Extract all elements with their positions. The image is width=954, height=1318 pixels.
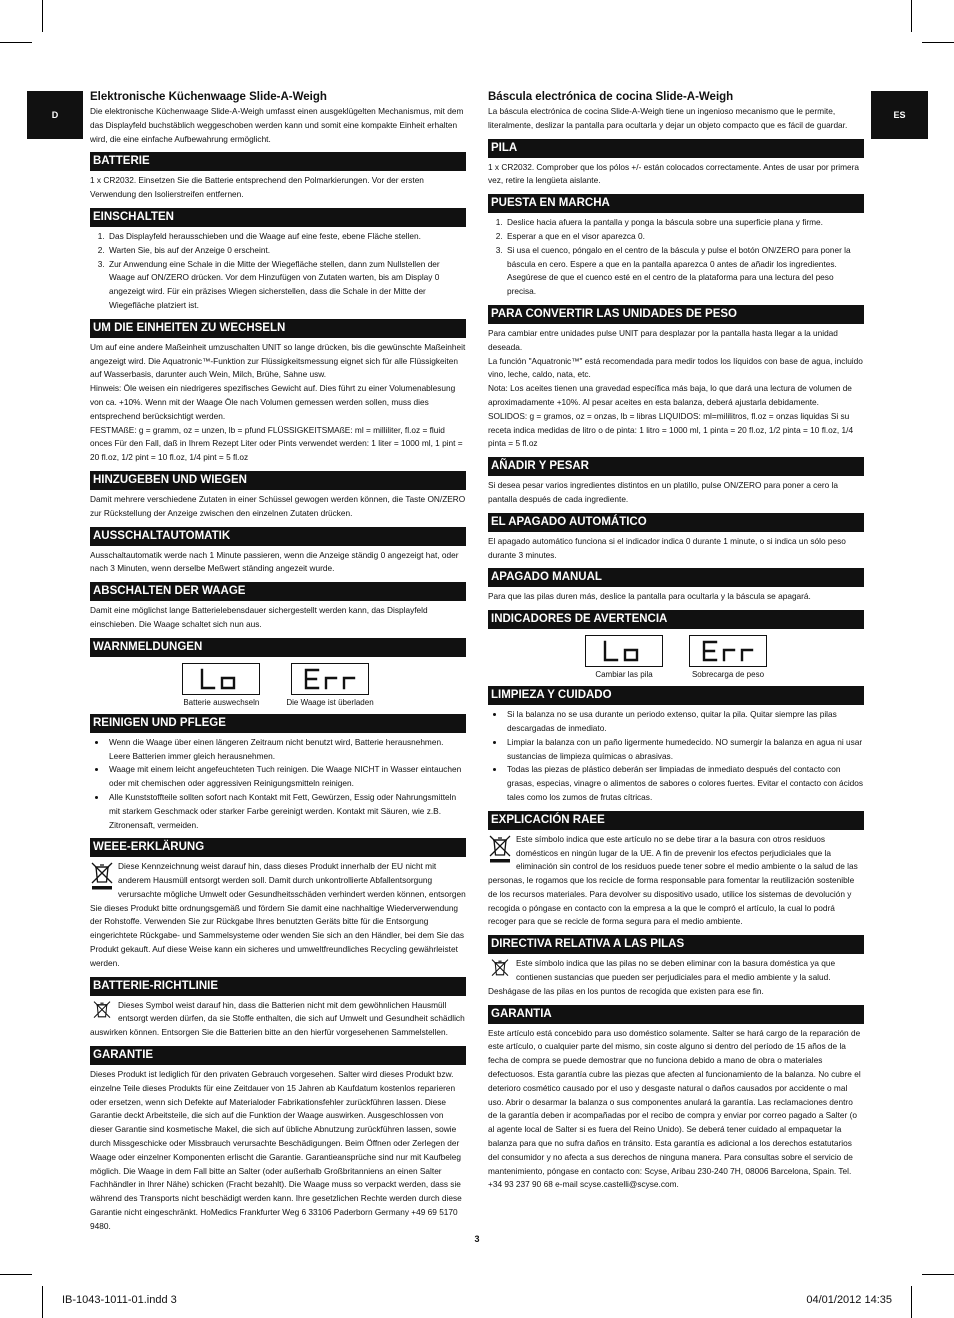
- crop-mark: [922, 1274, 954, 1275]
- de-add-weigh-heading: HINZUGEBEN UND WIEGEN: [90, 471, 466, 490]
- es-battery-heading: PILA: [488, 139, 864, 158]
- es-units-aquatronic: La función "Aquatronic™" está recomendada para medir todos los líquidos con base de agua, incluido vino, leche, caldo, nata, etc.: [488, 355, 863, 380]
- de-warning-lo-caption: Batterie auswechseln: [183, 697, 260, 707]
- lcd-lo-icon: [198, 668, 244, 690]
- de-switch-off-text: Damit eine möglichst lange Batterielebensdauer sichergestellt werden kann, das Displayfeld einschieben. Die Waage schaltet sich nun aus.: [90, 605, 428, 629]
- list-item: • Si la balanza no se usa durante un periodo extenso, quitar la pila. Quitar siempre las pilas descargadas de inmediato.: [505, 708, 864, 736]
- es-warning-lo-caption: Cambiar las pila: [595, 670, 653, 680]
- de-warranty-heading: GARANTIE: [90, 1046, 466, 1065]
- language-tab-es: ES: [871, 91, 928, 139]
- de-switch-on-steps: [90, 230, 466, 313]
- de-battery-directive-text: Dieses Symbol weist darauf hin, dass die Batterien nicht mit dem gewöhnlichen Hausmüll entsorgt werden dürfen, da sie Stoffe enthalten, die sich auf Umwelt und Gesundheit schädlich auswirken können. Entsorgen Sie die Batterien bitte an den hierfür vorgesehenen Sammelstellen.: [90, 999, 465, 1038]
- list-item: • Wenn die Waage über einen längeren Zeitraum nicht benutzt wird, Batterie herausnehmen. Leere Batterien immer gleich herausnehmen.: [107, 736, 466, 764]
- de-battery-heading: BATTERIE: [90, 152, 466, 171]
- crop-mark: [0, 42, 32, 43]
- spanish-column: [488, 90, 864, 1192]
- es-weee-text: Este símbolo indica que este artículo no se debe tirar a la basura con otros residuos domésticos en ningún lugar de la UE. A fin de prevenir los efectos perjudiciales que la eliminación sin control de los residuos puede tener sobre el medio ambiente o la salud de las personas, le rogamos que los recicle de forma responsable para fomentar la reutilización sostenible de los recursos materiales. Para devolver su dispositivo usado, utilice los sistemas de devolución y recogida o póngase en contacto con la empresa a la que le compró el artículo, la cual lo podrá recoger para que se recicle de forma segura para el medio ambiente.: [488, 833, 858, 927]
- es-switch-off-heading: APAGADO MANUAL: [488, 568, 864, 587]
- es-weee-heading: EXPLICACIÓN RAEE: [488, 811, 864, 830]
- es-battery-text: 1 x CR2032. Comprober que los pólos +/- están colocados correctamente. Antes de usar por primera vez, retire la lengüeta aislante.: [488, 161, 860, 186]
- es-battery-directive-block: [488, 957, 864, 998]
- es-warning-displays: [488, 635, 864, 680]
- es-units-conversion: SOLIDOS: g = gramos, oz = onzas, lb = libras LIQUIDOS: ml=mililitros, fl.oz = onzas liquidas Si su receta indica medidas de litro o de pinta: 1 litro = 1000 ml, 1 pinta = 20 fl.oz, 1/2 pinta = 10 fl.oz, 1/4 pinta = 5 fl.oz: [488, 410, 854, 449]
- de-intro: Die elektronische Küchenwaage Slide-A-Weigh umfasst einen ausgeklügelten Mechanismus, mit dem das Displayfeld buchstäblich weggeschoben werden kann und somit eine kompakte Einheit erhalten wird, die eine einfache Aufbewahrung ermöglicht.: [90, 106, 464, 144]
- de-weee-text: Diese Kennzeichnung weist darauf hin, dass dieses Produkt innerhalb der EU nicht mit anderem Hausmüll entsorgt werden soll. Damit durch unkontrollierte Abfallentsorgung verursachte mögliche Umwelt oder Gesundheitsschäden verhindert werden können, entsorgen Sie dieses Produkt bitte ordnungsgemäß und fördern Sie damit eine nachhaltige Wiederverwendung der Rohstoffe. Verwenden Sie zur Rückgabe Ihres benutzten Geräts bitte für die Entsorgung eingerichtete Rückgabe- und Sammelsysteme oder wenden Sie sich an den Händler, bei dem Sie das Produkt gekauft. Auf diese Weise kann ein sicheres und umweltfreundliches Recycling gewährleistet werden.: [90, 861, 466, 968]
- es-warnings-heading: INDICADORES DE AVERTENCIA: [488, 610, 864, 629]
- list-item: 3. Zur Anwendung eine Schale in die Mitte der Wiegefläche stellen, dann zum Nullstellen der Waage auf ON/ZERO drücken. Vor dem Hinzufügen von Zutaten warten, bis am Display 0 angezeigt wird. Für ein präzises Wiegen sicherstellen, dass die Schale in der Mitte der Wiegefläche platziert ist.: [107, 258, 466, 313]
- de-auto-off-heading: AUSSCHALTAUTOMATIK: [90, 527, 466, 546]
- crop-mark: [42, 0, 43, 32]
- es-switch-on-steps: [488, 216, 864, 299]
- de-units-hint: Hinweis: Öle weisen ein niedrigeres spezifisches Gewicht auf. Dies führt zu einer Volumenablesung von ca. +10%. Wenn mit der Waage Öle nach Volumen gemessen werden sollen, muss dies entsprechend berücksichtigt werden.: [90, 383, 456, 421]
- list-item: 1. Deslice hacia afuera la pantalla y ponga la báscula sobre una superficie plana y firme.: [505, 216, 864, 230]
- de-units-text: Um auf eine andere Maßeinheit umzuschalten UNIT so lange drücken, bis die gewünschte Maßeinheit angezeigt wird. Die Aquatronic™-Funktion zur Flüssigkeitsmessung eignet sich für alle Flüssigkeiten auf Wasserbasis, darunter auch Wein, Milch, Brühe, Sahne usw.: [90, 341, 466, 380]
- es-warning-err: [689, 635, 767, 680]
- de-weee-heading: WEEE-ERKLÄRUNG: [90, 838, 466, 857]
- es-units-heading: PARA CONVERTIR LAS UNIDADES DE PESO: [488, 305, 864, 324]
- es-add-weigh-text: Si desea pesar varios ingredientes distintos en un platillo, pulse ON/ZERO para poner a cero la pantalla después de cada ingrediente.: [488, 480, 839, 504]
- es-warning-lo: [585, 635, 663, 680]
- es-warranty-text: Este artículo está concebido para uso doméstico solamente. Salter se hará cargo de la reparación de este artículo, o cualquier parte del mismo, sin coste alguno si dentro del período de 15 años de la fecha de compra se puede demostrar que no funciona debido a mano de obra o materiales defectuosos. Esta garantía cubre las piezas que afecten al funcionamiento de la balanza. No cubre el deterioro cosmético causado por el uso y desgaste natural o daños causados por accidente o mal uso. Abrir o desarmar la balanza o sus componentes anulará la garantía. Las reclamaciones dentro de la garantía deben ir acompañadas por el recibo de compra y enviar por correo pagado a Salter (o al agente local de Salter si es fuera del Reino Unido). Se deberá tener cuidado al empaquetar la balanza para que no sufra daños en tránsito. Esta garantía es adicional a los derechos estatutarios del consumidor y no afecta a sus derechos de ninguna manera. Para consultas sobre el servicio de mantenimiento, póngase en contacto con: Scyse, Aribau 230-240 7H, 08006 Barcelona, Spain. Tel. +34 93 237 90 68 e-mail scyse.castelli@scyse.com.: [488, 1027, 861, 1190]
- language-tab-de: D: [27, 91, 83, 139]
- de-warning-err-caption: Die Waage ist überladen: [286, 697, 374, 707]
- es-cleaning-heading: LIMPIEZA Y CUIDADO: [488, 686, 864, 705]
- de-warning-err: [286, 663, 373, 708]
- es-weee-block: [488, 833, 864, 930]
- es-switch-on-heading: PUESTA EN MARCHA: [488, 194, 864, 213]
- footer-filename: IB-1043-1011-01.indd 3: [62, 1294, 177, 1306]
- es-cleaning-list: [488, 708, 864, 805]
- de-switch-off-heading: ABSCHALTEN DER WAAGE: [90, 582, 466, 601]
- list-item: • Limpiar la balanza con un paño ligermente humedecido. NO sumergir la balanza en agua ni usar sustancias de limpieza químicas o abrasivas.: [505, 736, 864, 764]
- lcd-display: [689, 635, 767, 667]
- de-battery-directive-block: [90, 999, 466, 1040]
- crossed-bin-icon: [90, 1000, 114, 1024]
- crop-mark: [911, 1286, 912, 1318]
- de-units-heading: UM DIE EINHEITEN ZU WECHSELN: [90, 319, 466, 338]
- list-item: • Alle Kunststoffteile sollten sofort nach Kontakt mit Fett, Gewürzen, Essig oder Nahrungsmitteln mit starkem Geschmack oder starker Farbe gereinigt werden. Kontakt mit Säuren, wie z.B. Zitronensaft, vermeiden.: [107, 791, 466, 832]
- german-column: [90, 90, 466, 1234]
- lcd-display: [585, 635, 663, 667]
- es-intro: La báscula electrónica de cocina Slide-A-Weigh tiene un ingenioso mecanismo que le permite, literalmente, deslizar la pantalla para ocultarla y dejar un objeto compacto que es fácil de guardar.: [488, 106, 848, 130]
- crop-mark: [922, 42, 954, 43]
- de-units-conversion: FESTMAßE: g = gramm, oz = unzen, lb = pfund FLÜSSIGKEITSMAßE: ml = milliliter, fl.oz = fluid onces Für den Fall, daß in Ihrem Rezept Liter oder Pints verwendet werden: 1 liter = 1000 ml, 1 pint = 20 fl.oz, 1/2 pint = 10 fl.oz, 1/4 pint = 5 fl.oz: [90, 424, 463, 463]
- page-number: 3: [474, 1234, 480, 1244]
- de-cleaning-heading: REINIGEN UND PFLEGE: [90, 714, 466, 733]
- list-item: 1. Das Displayfeld herausschieben und die Waage auf eine feste, ebene Fläche stellen.: [107, 230, 466, 244]
- crop-mark: [42, 1286, 43, 1318]
- de-title: Elektronische Küchenwaage Slide-A-Weigh: [90, 91, 327, 103]
- de-battery-text: 1 x CR2032. Einsetzen Sie die Batterie entsprechend den Polmarkierungen. Vor der ersten Verwendung den Isolierstreifen entfernen.: [90, 175, 424, 200]
- es-add-weigh-heading: AÑADIR Y PESAR: [488, 457, 864, 476]
- list-item: 2. Esperar a que en el visor aparezca 0.: [505, 230, 864, 244]
- es-auto-off-heading: EL APAGADO AUTOMÁTICO: [488, 513, 864, 532]
- de-warranty-text: Dieses Produkt ist lediglich für den privaten Gebrauch vorgesehen. Salter wird dieses Produkt bzw. einzelne Teile dieses Produkts für eine Zeitdauer von 15 Jahren ab Kaufdatum kostenlos reparieren oder ersetzen, wenn sich Defekte auf Materialoder Fabrikationsfehler zurückführen lassen. Diese Garantie deckt Arbeitsteile, die sich auf die Funktion der Waage auswirken. Ausgeschlossen von dieser Garantie sind kosmetische Makel, die sich auf übliche Abnutzung zurückführen lassen, sowie durch Missgeschicke oder Missbrauch verursachte Beschädigungen. Beim Öffnen oder Zerlegen der Waage oder einzelner Komponenten erlischt die Garantie. Garantieansprüche sind nur mit Kaufbeleg möglich. Die Waage in dem Fall bitte an Salter (oder außerhalb Großbritanniens an einen Salter Fachhändler in Ihrer Nähe) schicken (Fracht bezahlt). Die Waage muss so verpackt werden, dass sie während des Transports nicht beschädigt werden kann. Ihre gesetzlichen Rechte werden durch diese Garantie nicht eingeschränkt. HoMedics Frankfurter Weg 6 33106 Paderborn Germany +49 69 5170 9480.: [90, 1069, 462, 1231]
- footer-timestamp: 04/01/2012 14:35: [806, 1294, 892, 1306]
- es-battery-directive-text: Este símbolo indica que las pilas no se deben eliminar con la basura doméstica ya que contienen sustancias que pueden ser perjudiciales para el medio ambiente y la salud. Deshágase de las pilas en los puntos de recogida que existen para ese fin.: [488, 958, 836, 996]
- lcd-err-icon: [302, 668, 358, 690]
- lcd-err-icon: [700, 640, 756, 662]
- de-switch-on-heading: EINSCHALTEN: [90, 208, 466, 227]
- list-item: 2. Warten Sie, bis auf der Anzeige 0 erscheint.: [107, 244, 466, 258]
- de-warning-displays: [90, 663, 466, 708]
- de-warning-lo: [182, 663, 260, 708]
- crossed-bin-icon: [488, 834, 512, 864]
- crop-mark: [911, 0, 912, 32]
- es-warning-err-caption: Sobrecarga de peso: [691, 670, 765, 680]
- es-switch-off-text: Para que las pilas duren más, deslice la pantalla para ocultarla y la báscula se apagará.: [488, 591, 811, 602]
- crop-mark: [0, 1274, 32, 1275]
- crossed-bin-icon: [488, 958, 512, 982]
- es-title: Báscula electrónica de cocina Slide-A-Weigh: [488, 91, 734, 103]
- de-cleaning-list: [90, 736, 466, 833]
- lcd-lo-icon: [601, 640, 647, 662]
- es-auto-off-text: El apagado automático funciona si el indicador indica 0 durante 1 minute, o si indica un sólo peso durante 3 minutes.: [488, 535, 846, 560]
- es-units-text: Para cambiar entre unidades pulse UNIT para desplazar por la pantalla hasta llegar a la unidad deseada.: [488, 327, 838, 352]
- lcd-display: [182, 663, 260, 695]
- crossed-bin-icon: [90, 861, 114, 891]
- es-battery-directive-heading: DIRECTIVA RELATIVA A LAS PILAS: [488, 935, 864, 954]
- de-add-weigh-text: Damit mehrere verschiedene Zutaten in einer Schüssel gewogen werden können, die Taste ON/ZERO zur Rückstellung der Anzeige zwischen den einzelnen Zutaten drücken.: [90, 493, 466, 518]
- de-weee-block: [90, 860, 466, 970]
- de-warnings-heading: WARNMELDUNGEN: [90, 638, 466, 657]
- list-item: 3. Si usa el cuenco, póngalo en el centro de la báscula y pulse el botón ON/ZERO para poner la báscula en cero. Espere a que en la pantalla aparezca 0 antes de añadir los ingredientes. Asegúrese de que el cuenco esté en el centro de la plataforma para una lectura del peso precisa.: [505, 244, 864, 299]
- list-item: • Waage mit einem leicht angefeuchteten Tuch reinigen. Die Waage NICHT in Wasser eintauchen oder mit chemischen oder aggressiven Reinigungsmitteln reinigen.: [107, 763, 466, 791]
- list-item: • Todas las piezas de plástico deberán ser limpiadas de inmediato después del contacto con grasas, especias, vinagre o alimentos de sabores o colores fuertes. Evitar el contacto con ácidos tales como los zumos de frutas cítricas.: [505, 763, 864, 804]
- de-auto-off-text: Ausschaltautomatik werde nach 1 Minute passieren, wenn die Anzeige ständig 0 angezeigt hat, oder nach 3 Minuten, wenn derselbe Meßwert ständing angezeit wurde.: [90, 549, 459, 574]
- es-warranty-heading: GARANTIA: [488, 1005, 864, 1024]
- es-units-note: Nota: Los aceites tienen una gravedad específica más baja, lo que dará una lectura de volumen de aproximadamente +10%. Al pesar aceites en esta balanza, deberá ajustarla debidamente.: [488, 383, 852, 407]
- lcd-display: [291, 663, 369, 695]
- de-battery-directive-heading: BATTERIE-RICHTLINIE: [90, 977, 466, 996]
